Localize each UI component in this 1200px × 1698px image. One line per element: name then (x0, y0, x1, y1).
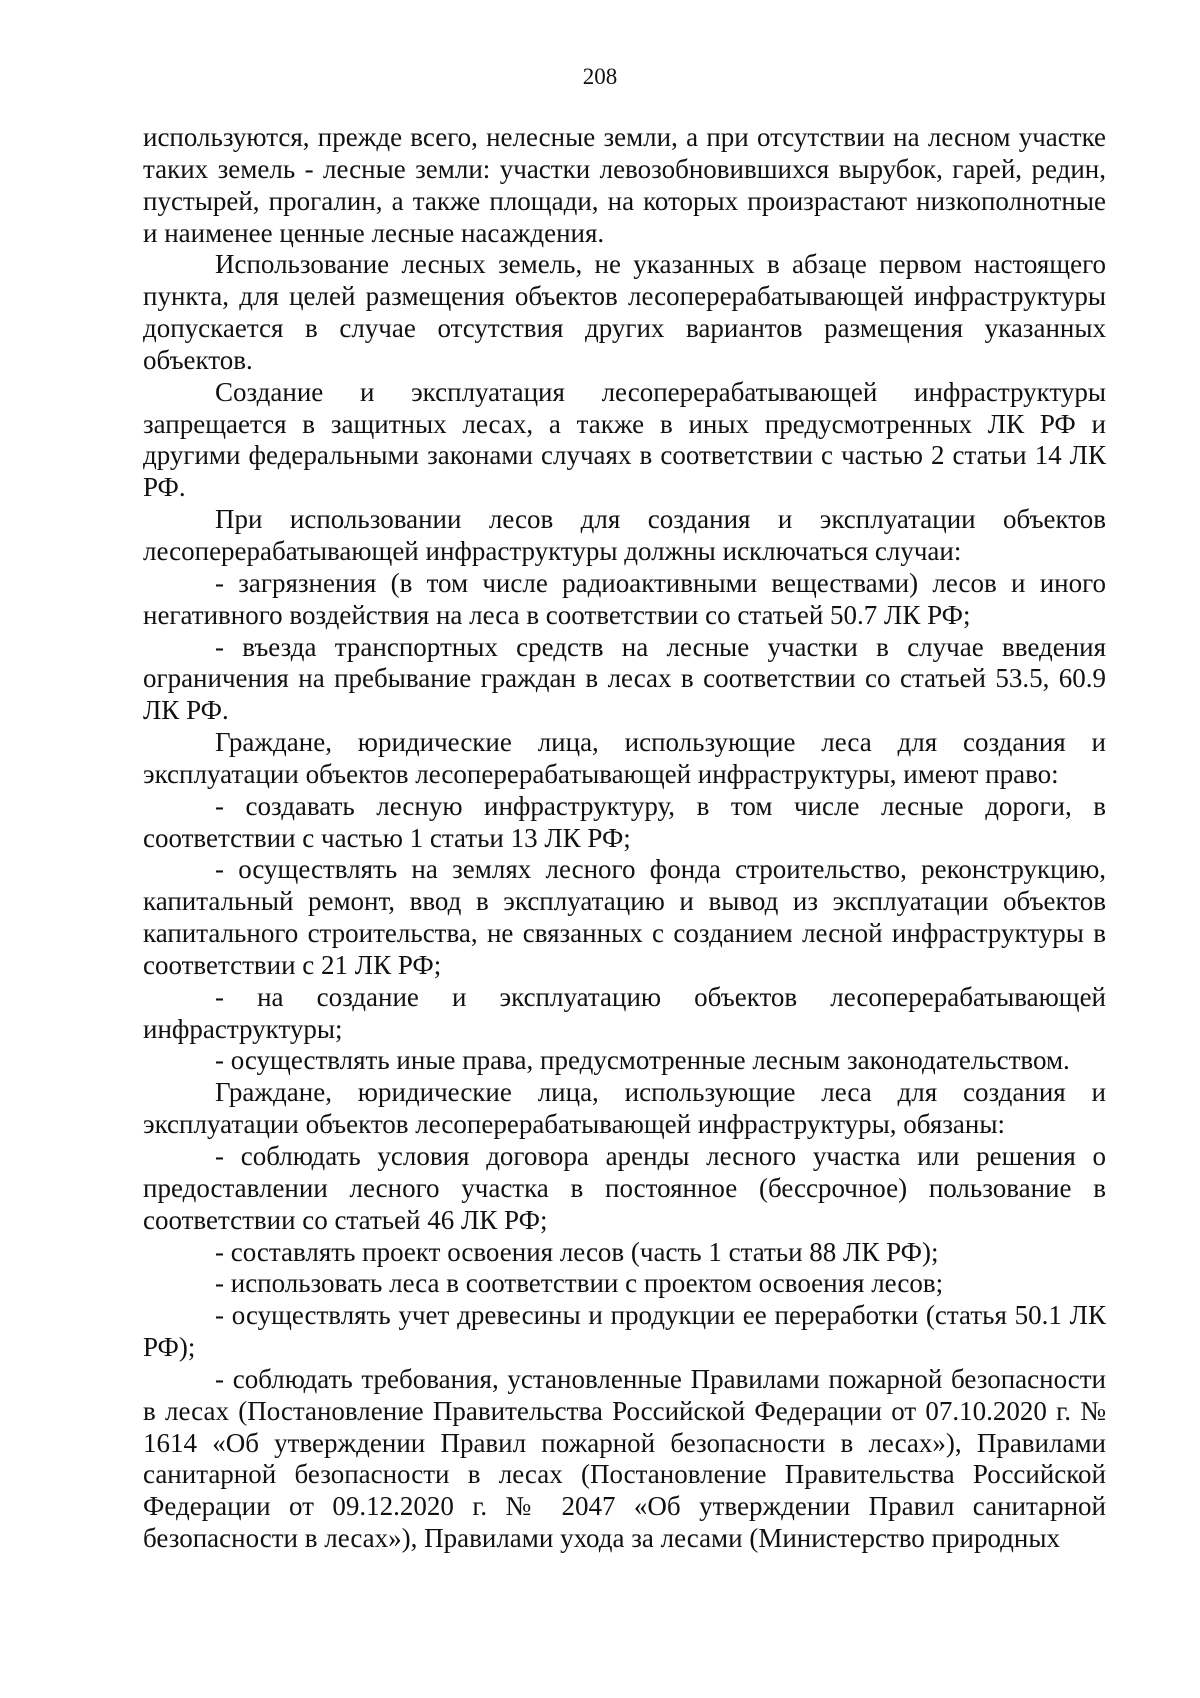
paragraph: - на создание и эксплуатацию объектов лесоперерабатывающей инфраструктуры; (143, 981, 1106, 1044)
paragraph: - составлять проект освоения лесов (часть 1 статьи 88 ЛК РФ); (215, 1236, 939, 1267)
paragraph: Использование лесных земель, не указанных в абзаце первом настоящего пункта, для целей размещения объектов лесоперерабатывающей инфраструктуры допускается в случае отсутствия других вариантов размещения указанных объектов. (143, 249, 1106, 375)
paragraph: - осуществлять иные права, предусмотренные лесным законодательством. (215, 1045, 1070, 1076)
paragraph: используются, прежде всего, нелесные земли, а при отсутствии на лесном участке таких земель - лесные земли: участки левозобновившихся вырубок, гарей, редин, пустырей, прогалин, а также площади, на которых произрастают низкополнотные и наименее ценные лесные насаждения. (143, 122, 1106, 248)
paragraph: - использовать леса в соответствии с проектом освоения лесов; (215, 1268, 944, 1299)
paragraph: - соблюдать требования, установленные Правилами пожарной безопасности в лесах (Постановление Правительства Российской Федерации от 07.10.2020 г. № 1614 «Об утверждении Правил пожарной безопасности в лесах»), Правилами санитарной безопасности в лесах (Постановление Правительства Российской Федерации от 09.12.2020 г. № 2047 «Об утверждении Правил санитарной безопасности в лесах»), Правилами ухода за лесами (Министерство природных (143, 1363, 1106, 1554)
paragraph: - осуществлять на землях лесного фонда строительство, реконструкцию, капитальный ремонт, ввод в эксплуатацию и вывод из эксплуатации объектов капитального строительства, не связанных с созданием лесной инфраструктуры в соответствии с 21 ЛК РФ; (143, 854, 1106, 980)
paragraph: - загрязнения (в том числе радиоактивными веществами) лесов и иного негативного воздействия на леса в соответствии со статьей 50.7 ЛК РФ; (143, 567, 1106, 630)
page-number: 208 (582, 64, 618, 89)
paragraph: - соблюдать условия договора аренды лесного участка или решения о предоставлении лесного участка в постоянное (бессрочное) пользование в соответствии со статьей 46 ЛК РФ; (143, 1141, 1106, 1235)
paragraph: - въезда транспортных средств на лесные участки в случае введения ограничения на пребывание граждан в лесах в соответствии со статьей 53.5, 60.9 ЛК РФ. (143, 631, 1106, 726)
paragraph: - создавать лесную инфраструктуру, в том числе лесные дороги, в соответствии с частью 1 статьи 13 ЛК РФ; (143, 790, 1106, 853)
paragraph: Создание и эксплуатация лесоперерабатывающей инфраструктуры запрещается в защитных лесах, а также в иных предусмотренных ЛК РФ и другими федеральными законами случаях в соответствии с частью 2 статьи 14 ЛК РФ. (143, 376, 1106, 503)
paragraph: При использовании лесов для создания и эксплуатации объектов лесоперерабатывающей инфраструктуры должны исключаться случаи: (143, 504, 1106, 566)
paragraph: Граждане, юридические лица, использующие леса для создания и эксплуатации объектов лесоперерабатывающей инфраструктуры, обязаны: (143, 1077, 1106, 1140)
document-body (143, 122, 1106, 1555)
paragraph: - осуществлять учет древесины и продукции ее переработки (статья 50.1 ЛК РФ); (143, 1300, 1106, 1363)
paragraph: Граждане, юридические лица, использующие леса для создания и эксплуатации объектов лесоперерабатывающей инфраструктуры, имеют право: (143, 727, 1106, 789)
